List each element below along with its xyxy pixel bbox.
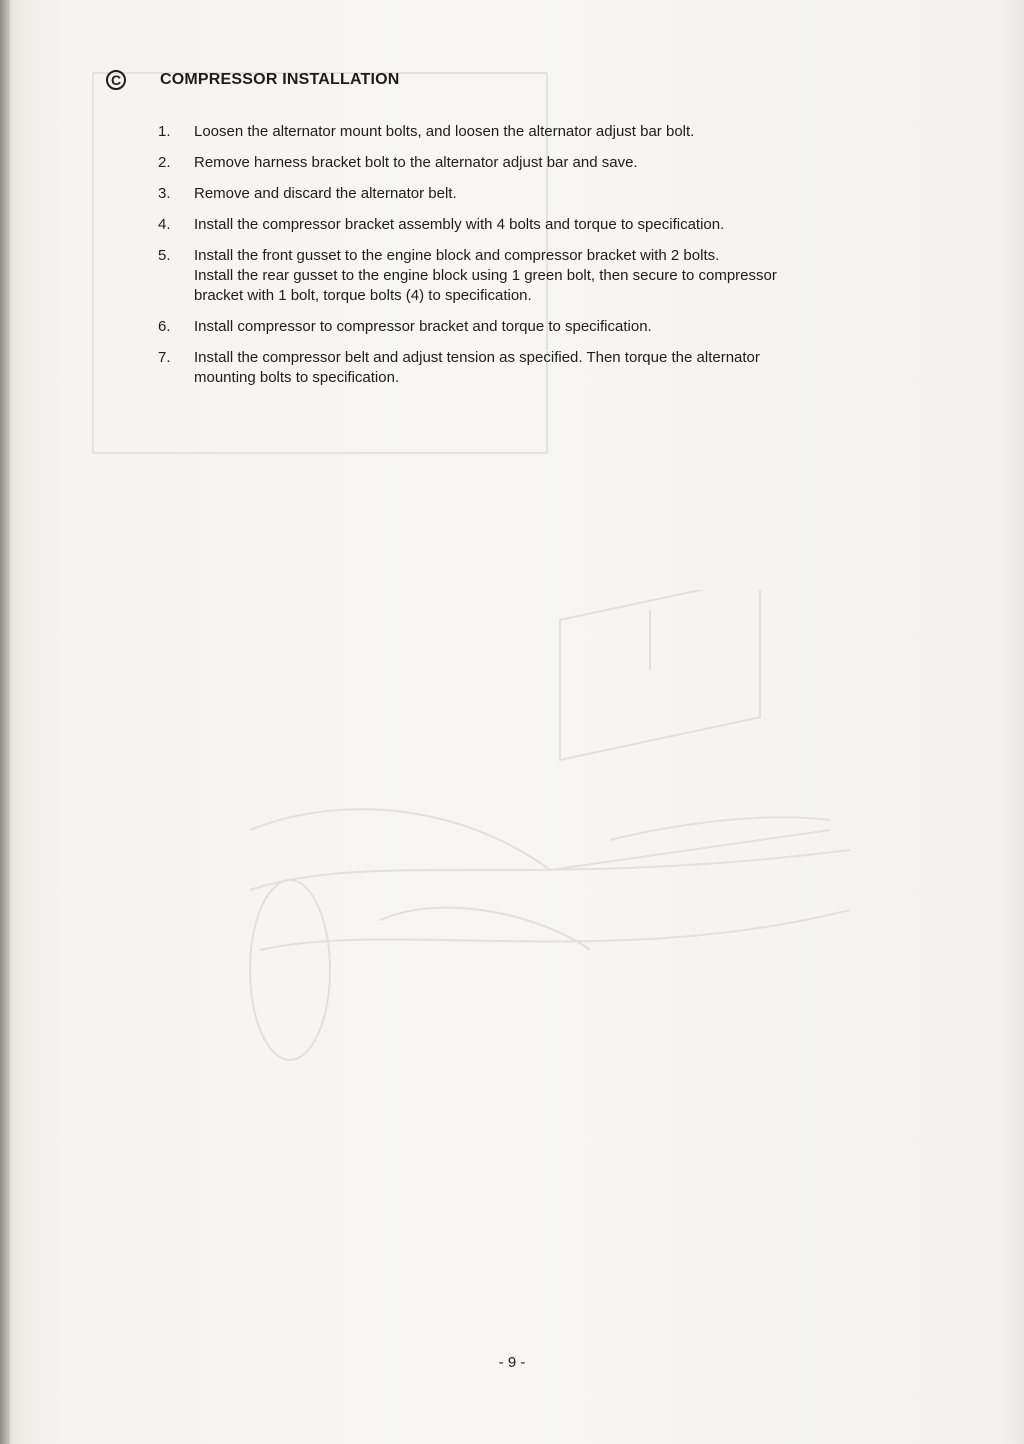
step-item	[158, 122, 878, 142]
step-text-line: Install the compressor bracket assembly with 4 bolts and torque to specification.	[194, 216, 725, 233]
show-through-illustration	[230, 590, 870, 1110]
step-text-line: Install compressor to compressor bracket and torque to specification.	[194, 318, 652, 335]
step-item	[158, 246, 878, 306]
step-text-line: Loosen the alternator mount bolts, and loosen the alternator adjust bar bolt.	[194, 123, 695, 140]
step-text-line: bracket with 1 bolt, torque bolts (4) to specification.	[194, 287, 532, 304]
step-text	[194, 317, 878, 337]
step-text-line: Install the front gusset to the engine block and compressor bracket with 2 bolts.	[194, 247, 720, 264]
step-text	[194, 246, 878, 306]
step-text	[194, 184, 878, 204]
step-text	[194, 153, 878, 173]
section-header	[106, 70, 400, 90]
step-number: 4.	[158, 216, 171, 233]
step-item	[158, 153, 878, 173]
step-text	[194, 122, 878, 142]
step-item	[158, 348, 878, 388]
page-number: - 9 -	[498, 1354, 526, 1371]
step-item	[158, 215, 878, 235]
step-text-line: Remove and discard the alternator belt.	[194, 185, 457, 202]
step-number: 3.	[158, 185, 171, 202]
section-title: COMPRESSOR INSTALLATION	[160, 71, 400, 88]
step-number: 2.	[158, 154, 171, 171]
step-number: 5.	[158, 247, 171, 264]
step-number: 1.	[158, 123, 171, 140]
binding-edge	[0, 0, 10, 1444]
step-text	[194, 348, 878, 388]
step-text-line: Install the compressor belt and adjust tension as specified. Then torque the alternator	[194, 349, 760, 366]
copyright-symbol-icon: C	[106, 70, 126, 90]
step-item	[158, 184, 878, 204]
step-text	[194, 215, 878, 235]
step-number: 6.	[158, 318, 171, 335]
step-number: 7.	[158, 349, 171, 366]
step-text-line: mounting bolts to specification.	[194, 369, 400, 386]
installation-steps	[158, 122, 878, 399]
step-item	[158, 317, 878, 337]
step-text-line: Remove harness bracket bolt to the alternator adjust bar and save.	[194, 154, 638, 171]
step-text-line: Install the rear gusset to the engine block using 1 green bolt, then secure to compressor	[194, 267, 777, 284]
